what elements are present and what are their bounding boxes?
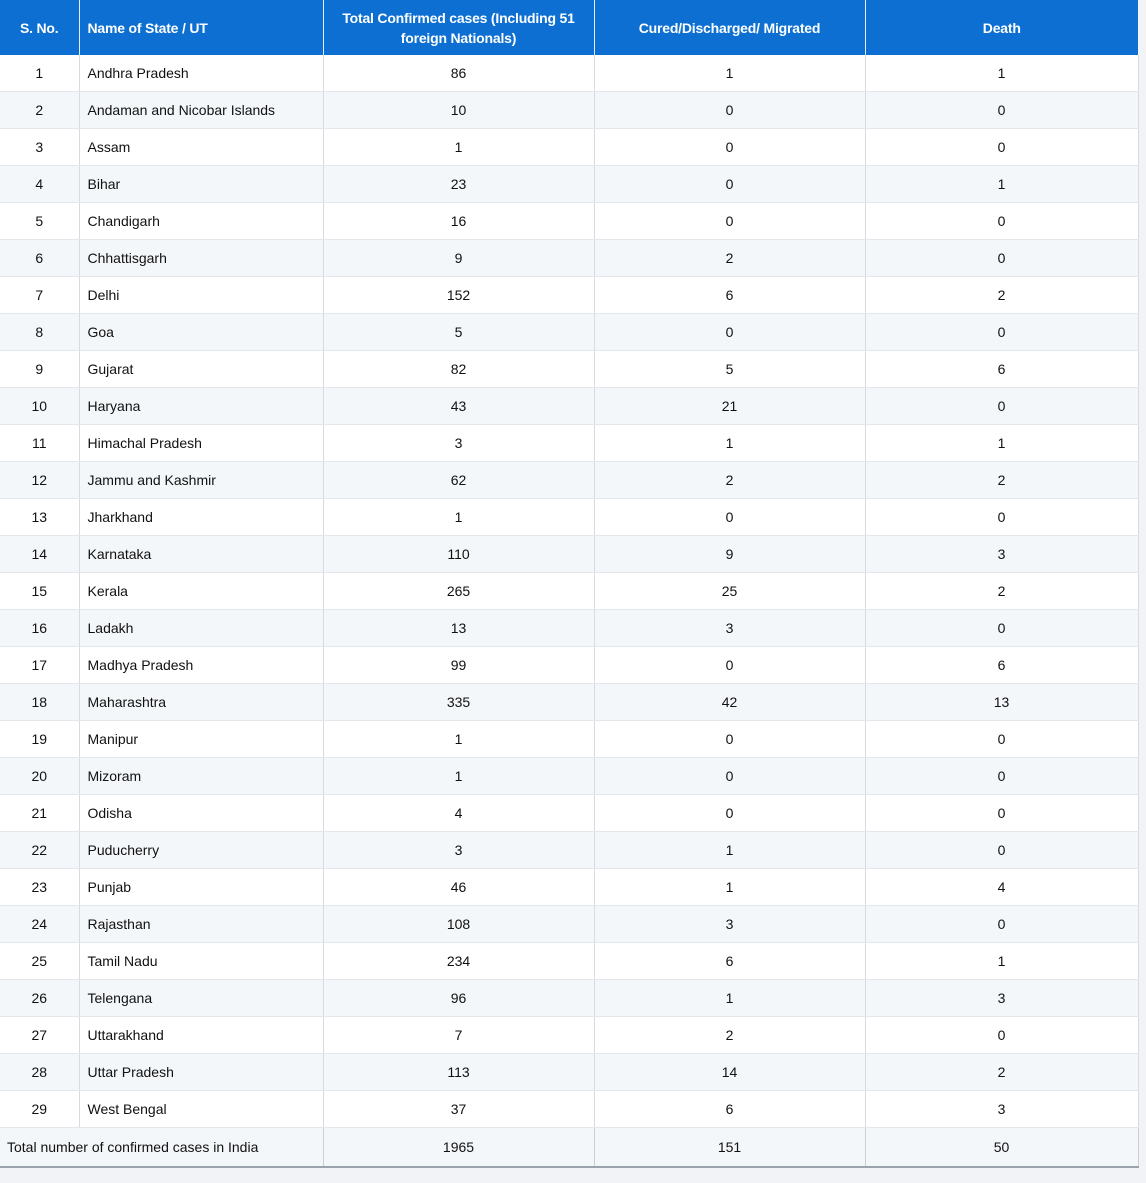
cell-sno: 17: [0, 647, 79, 684]
cell-confirmed: 13: [323, 610, 594, 647]
cell-sno: 23: [0, 869, 79, 906]
cell-confirmed: 62: [323, 462, 594, 499]
table-row: [0, 647, 1138, 684]
cell-state-name: Mizoram: [79, 758, 323, 795]
cell-state-name: Uttar Pradesh: [79, 1054, 323, 1091]
table-row: [0, 1091, 1138, 1128]
header-sno: S. No.: [0, 0, 79, 55]
cell-state-name: Madhya Pradesh: [79, 647, 323, 684]
cell-state-name: Himachal Pradesh: [79, 425, 323, 462]
cell-cured: 3: [594, 906, 865, 943]
cell-death: 3: [865, 980, 1138, 1017]
cell-confirmed: 108: [323, 906, 594, 943]
cell-state-name: Manipur: [79, 721, 323, 758]
cell-sno: 25: [0, 943, 79, 980]
cell-confirmed: 43: [323, 388, 594, 425]
cell-sno: 5: [0, 203, 79, 240]
cell-cured: 6: [594, 277, 865, 314]
table-row: [0, 610, 1138, 647]
total-death: 50: [865, 1128, 1138, 1168]
cell-confirmed: 23: [323, 166, 594, 203]
cell-confirmed: 3: [323, 425, 594, 462]
cell-cured: 2: [594, 240, 865, 277]
cell-sno: 29: [0, 1091, 79, 1128]
cell-sno: 8: [0, 314, 79, 351]
cell-state-name: Chandigarh: [79, 203, 323, 240]
cell-death: 0: [865, 499, 1138, 536]
table-row: [0, 388, 1138, 425]
cell-death: 0: [865, 906, 1138, 943]
cell-cured: 9: [594, 536, 865, 573]
total-cured: 151: [594, 1128, 865, 1168]
cell-confirmed: 152: [323, 277, 594, 314]
cell-state-name: Delhi: [79, 277, 323, 314]
cell-confirmed: 46: [323, 869, 594, 906]
total-confirmed: 1965: [323, 1128, 594, 1168]
cell-state-name: Andhra Pradesh: [79, 55, 323, 92]
cell-confirmed: 110: [323, 536, 594, 573]
cell-sno: 22: [0, 832, 79, 869]
cell-cured: 1: [594, 869, 865, 906]
cell-death: 0: [865, 388, 1138, 425]
cell-death: 0: [865, 1017, 1138, 1054]
table-row: [0, 943, 1138, 980]
cell-cured: 14: [594, 1054, 865, 1091]
cell-state-name: Gujarat: [79, 351, 323, 388]
table-row: [0, 1054, 1138, 1091]
cell-state-name: Punjab: [79, 869, 323, 906]
cell-cured: 0: [594, 92, 865, 129]
cell-state-name: Maharashtra: [79, 684, 323, 721]
cell-confirmed: 82: [323, 351, 594, 388]
table-row: [0, 1017, 1138, 1054]
cell-sno: 16: [0, 610, 79, 647]
cell-confirmed: 16: [323, 203, 594, 240]
table-row: [0, 351, 1138, 388]
cell-confirmed: 4: [323, 795, 594, 832]
cell-cured: 0: [594, 166, 865, 203]
cell-sno: 15: [0, 573, 79, 610]
cell-death: 0: [865, 832, 1138, 869]
cell-death: 0: [865, 203, 1138, 240]
table-row: [0, 203, 1138, 240]
cell-death: 3: [865, 536, 1138, 573]
cell-confirmed: 7: [323, 1017, 594, 1054]
cell-state-name: Puducherry: [79, 832, 323, 869]
cell-confirmed: 5: [323, 314, 594, 351]
cell-cured: 2: [594, 1017, 865, 1054]
cell-sno: 27: [0, 1017, 79, 1054]
cell-death: 0: [865, 129, 1138, 166]
table-row: [0, 795, 1138, 832]
cell-cured: 1: [594, 55, 865, 92]
cell-state-name: Haryana: [79, 388, 323, 425]
table-row: [0, 721, 1138, 758]
cell-state-name: Jammu and Kashmir: [79, 462, 323, 499]
cell-death: 1: [865, 943, 1138, 980]
cell-confirmed: 96: [323, 980, 594, 1017]
cell-cured: 0: [594, 499, 865, 536]
cell-state-name: Chhattisgarh: [79, 240, 323, 277]
cell-sno: 2: [0, 92, 79, 129]
cell-cured: 2: [594, 462, 865, 499]
header-cured: Cured/Discharged/ Migrated: [594, 0, 865, 55]
cell-death: 6: [865, 647, 1138, 684]
cell-death: 2: [865, 462, 1138, 499]
table-row: [0, 684, 1138, 721]
cell-confirmed: 1: [323, 129, 594, 166]
cell-death: 0: [865, 758, 1138, 795]
cell-state-name: Rajasthan: [79, 906, 323, 943]
table-row: [0, 240, 1138, 277]
cell-sno: 6: [0, 240, 79, 277]
cell-state-name: Jharkhand: [79, 499, 323, 536]
cell-death: 0: [865, 721, 1138, 758]
cell-sno: 18: [0, 684, 79, 721]
cell-cured: 1: [594, 425, 865, 462]
cell-state-name: Karnataka: [79, 536, 323, 573]
cell-cured: 0: [594, 758, 865, 795]
cell-cured: 21: [594, 388, 865, 425]
table-row: [0, 314, 1138, 351]
cell-confirmed: 1: [323, 721, 594, 758]
cell-sno: 21: [0, 795, 79, 832]
cell-death: 1: [865, 55, 1138, 92]
cell-cured: 25: [594, 573, 865, 610]
cell-cured: 5: [594, 351, 865, 388]
cell-cured: 0: [594, 721, 865, 758]
cell-cured: 0: [594, 795, 865, 832]
cell-cured: 0: [594, 647, 865, 684]
cell-state-name: Ladakh: [79, 610, 323, 647]
cell-state-name: Tamil Nadu: [79, 943, 323, 980]
cell-confirmed: 99: [323, 647, 594, 684]
table-row: [0, 92, 1138, 129]
cell-death: 1: [865, 425, 1138, 462]
cell-state-name: West Bengal: [79, 1091, 323, 1128]
cell-confirmed: 1: [323, 758, 594, 795]
table-row: [0, 425, 1138, 462]
cell-death: 0: [865, 240, 1138, 277]
total-row: [0, 1128, 1138, 1168]
cell-confirmed: 234: [323, 943, 594, 980]
cell-state-name: Goa: [79, 314, 323, 351]
cell-cured: 3: [594, 610, 865, 647]
cell-cured: 42: [594, 684, 865, 721]
cell-state-name: Bihar: [79, 166, 323, 203]
cell-confirmed: 265: [323, 573, 594, 610]
cell-confirmed: 86: [323, 55, 594, 92]
cell-confirmed: 37: [323, 1091, 594, 1128]
cell-death: 0: [865, 795, 1138, 832]
header-confirmed: Total Confirmed cases (Including 51 foreign Nationals): [323, 0, 594, 55]
cell-state-name: Andaman and Nicobar Islands: [79, 92, 323, 129]
table-row: [0, 573, 1138, 610]
cell-cured: 1: [594, 980, 865, 1017]
cell-state-name: Assam: [79, 129, 323, 166]
cell-cured: 0: [594, 129, 865, 166]
cell-death: 2: [865, 1054, 1138, 1091]
cell-death: 1: [865, 166, 1138, 203]
cell-death: 0: [865, 314, 1138, 351]
cell-confirmed: 9: [323, 240, 594, 277]
cell-death: 0: [865, 610, 1138, 647]
cell-sno: 26: [0, 980, 79, 1017]
cell-cured: 6: [594, 943, 865, 980]
table-header-row: [0, 0, 1138, 55]
table-row: [0, 869, 1138, 906]
cell-state-name: Kerala: [79, 573, 323, 610]
cell-confirmed: 3: [323, 832, 594, 869]
table-row: [0, 277, 1138, 314]
cell-sno: 13: [0, 499, 79, 536]
cell-cured: 6: [594, 1091, 865, 1128]
cell-sno: 12: [0, 462, 79, 499]
cell-sno: 19: [0, 721, 79, 758]
table-row: [0, 980, 1138, 1017]
cell-death: 6: [865, 351, 1138, 388]
cell-death: 2: [865, 573, 1138, 610]
cell-state-name: Odisha: [79, 795, 323, 832]
table-row: [0, 55, 1138, 92]
cell-confirmed: 335: [323, 684, 594, 721]
table-body: [0, 55, 1138, 1128]
cell-cured: 0: [594, 203, 865, 240]
table-row: [0, 166, 1138, 203]
table-row: [0, 536, 1138, 573]
header-death: Death: [865, 0, 1138, 55]
total-label: Total number of confirmed cases in India: [0, 1128, 323, 1168]
cell-state-name: Telengana: [79, 980, 323, 1017]
cell-confirmed: 1: [323, 499, 594, 536]
table-row: [0, 499, 1138, 536]
cell-sno: 20: [0, 758, 79, 795]
cell-death: 2: [865, 277, 1138, 314]
cell-sno: 28: [0, 1054, 79, 1091]
cell-confirmed: 10: [323, 92, 594, 129]
cell-state-name: Uttarakhand: [79, 1017, 323, 1054]
cell-sno: 11: [0, 425, 79, 462]
cell-sno: 4: [0, 166, 79, 203]
cell-sno: 24: [0, 906, 79, 943]
cell-sno: 9: [0, 351, 79, 388]
table-row: [0, 832, 1138, 869]
table-row: [0, 129, 1138, 166]
table-row: [0, 758, 1138, 795]
cell-death: 4: [865, 869, 1138, 906]
cell-cured: 1: [594, 832, 865, 869]
cell-sno: 3: [0, 129, 79, 166]
cell-death: 3: [865, 1091, 1138, 1128]
cell-cured: 0: [594, 314, 865, 351]
cell-sno: 10: [0, 388, 79, 425]
cell-death: 0: [865, 92, 1138, 129]
cell-sno: 1: [0, 55, 79, 92]
cell-sno: 7: [0, 277, 79, 314]
cell-death: 13: [865, 684, 1138, 721]
cell-sno: 14: [0, 536, 79, 573]
table-row: [0, 906, 1138, 943]
table-row: [0, 462, 1138, 499]
header-state-name: Name of State / UT: [79, 0, 323, 55]
cell-confirmed: 113: [323, 1054, 594, 1091]
